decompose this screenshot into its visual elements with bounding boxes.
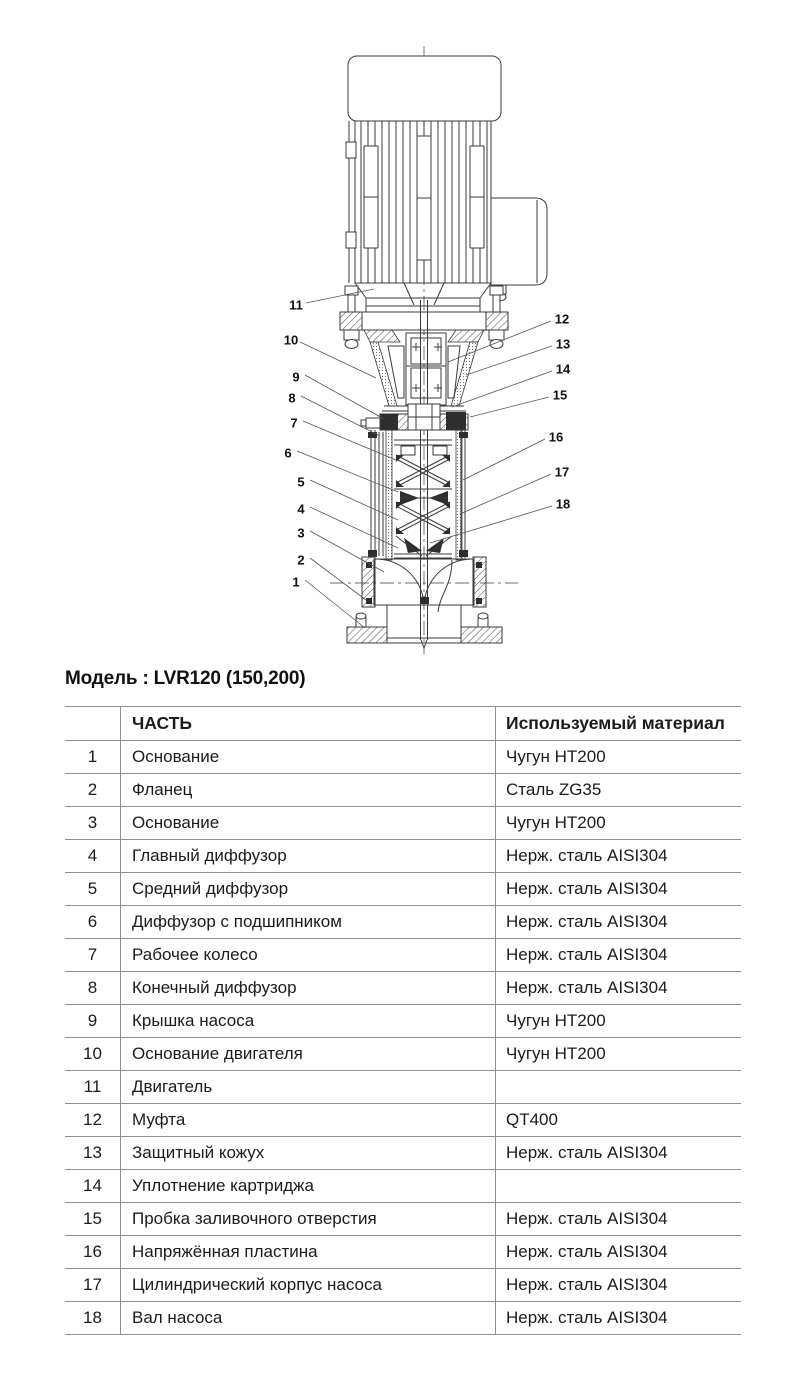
part-name: Крышка насоса: [120, 1005, 495, 1037]
terminal-box: [491, 198, 547, 301]
table-row: [65, 741, 741, 774]
leader-line-17: [460, 474, 551, 514]
row-number: 8: [87, 978, 98, 997]
table-row: [65, 1071, 741, 1104]
base-foot-left: [347, 627, 387, 643]
callout-label-5: 5: [297, 474, 305, 490]
table-row: [65, 1302, 741, 1335]
material-name: Чугун HT200: [495, 1038, 741, 1070]
leader-line-18: [430, 506, 552, 543]
row-number: 13: [83, 1143, 102, 1162]
table-header-row: [65, 707, 741, 741]
part-name: Диффузор с подшипником: [120, 906, 495, 938]
material-name: Нерж. сталь AISI304: [495, 873, 741, 905]
callout-label-17: 17: [554, 464, 570, 480]
part-name: Рабочее колесо: [120, 939, 495, 971]
part-name: Средний диффузор: [120, 873, 495, 905]
row-number: 2: [87, 780, 98, 799]
flange-plate: [340, 312, 508, 330]
callout-label-9: 9: [292, 369, 300, 385]
material-name: Нерж. сталь AISI304: [495, 1269, 741, 1301]
table-row: [65, 1038, 741, 1071]
material-name: Нерж. сталь AISI304: [495, 1302, 741, 1334]
model-title: Модель : LVR120 (150,200): [65, 668, 306, 689]
leader-line-15: [470, 397, 549, 417]
table-row: [65, 873, 741, 906]
callout-label-11: 11: [289, 297, 303, 313]
leader-line-10: [300, 342, 376, 378]
material-name: Сталь ZG35: [495, 774, 741, 806]
table-row: [65, 1203, 741, 1236]
leader-line-2: [310, 558, 366, 600]
callout-label-1: 1: [292, 574, 300, 590]
part-name: Конечный диффузор: [120, 972, 495, 1004]
material-name: Чугун HT200: [495, 741, 741, 773]
cylindrical-casing-left: [386, 430, 392, 560]
material-name: Нерж. сталь AISI304: [495, 840, 741, 872]
material-name: Нерж. сталь AISI304: [495, 1137, 741, 1169]
leader-line-11: [306, 289, 374, 303]
leader-line-9: [305, 375, 384, 419]
row-number: 11: [83, 1077, 102, 1096]
part-name: Пробка заливочного отверстия: [120, 1203, 495, 1235]
header-material: Используемый материал: [495, 707, 741, 740]
part-name: Основание: [120, 741, 495, 773]
motor-group: [346, 56, 547, 312]
callout-label-6: 6: [284, 445, 292, 461]
row-number: 17: [83, 1275, 102, 1294]
callout-label-4: 4: [297, 501, 305, 517]
part-name: Муфта: [120, 1104, 495, 1136]
material-name: QT400: [495, 1104, 741, 1136]
coupling-lower-half: [411, 368, 441, 398]
table-row: [65, 774, 741, 807]
table-row: [65, 807, 741, 840]
part-name: Уплотнение картриджа: [120, 1170, 495, 1202]
row-number: 10: [83, 1044, 102, 1063]
leader-line-13: [466, 346, 552, 375]
pump-section-diagram: [0, 0, 798, 665]
stage-stack-group: [368, 430, 468, 560]
material-name: Чугун HT200: [495, 1005, 741, 1037]
tie-rods: [368, 430, 468, 558]
drain-plug: [420, 597, 429, 604]
row-number: 15: [83, 1209, 102, 1228]
leader-line-4: [310, 507, 398, 548]
part-name: Цилиндрический корпус насоса: [120, 1269, 495, 1301]
header-number: [65, 707, 120, 740]
callout-label-13: 13: [555, 336, 571, 352]
part-name: Фланец: [120, 774, 495, 806]
row-number: 18: [83, 1308, 102, 1327]
callout-label-16: 16: [548, 429, 564, 445]
table-row: [65, 840, 741, 873]
material-name: Нерж. сталь AISI304: [495, 1203, 741, 1235]
part-name: Напряжённая пластина: [120, 1236, 495, 1268]
material-name: Чугун HT200: [495, 807, 741, 839]
row-number: 7: [87, 945, 98, 964]
leader-line-5: [310, 480, 398, 520]
table-row: [65, 1137, 741, 1170]
pump-head-group: [361, 404, 468, 430]
row-number: 12: [83, 1110, 102, 1129]
motor-skirt: [355, 283, 491, 312]
coupling-guard: [406, 333, 446, 405]
material-name: Нерж. сталь AISI304: [495, 939, 741, 971]
callout-label-12: 12: [554, 311, 570, 327]
table-row: [65, 1170, 741, 1203]
parts-table: [65, 706, 741, 1335]
impeller-stage-1: [396, 455, 450, 487]
callout-label-8: 8: [288, 390, 296, 406]
table-row: [65, 906, 741, 939]
row-number: 6: [87, 912, 98, 931]
row-number: 14: [83, 1176, 102, 1195]
base-group: [347, 605, 502, 648]
row-number: 3: [87, 813, 98, 832]
impeller-stage-2: [396, 502, 450, 534]
table-row: [65, 1005, 741, 1038]
material-name: [495, 1170, 741, 1202]
base-foot-right: [461, 627, 502, 643]
leader-line-8: [301, 396, 380, 436]
part-name: Основание двигателя: [120, 1038, 495, 1070]
leader-line-16: [463, 439, 545, 480]
header-part: ЧАСТЬ: [120, 707, 495, 740]
table-row: [65, 1269, 741, 1302]
table-row: [65, 1236, 741, 1269]
head-fitting-left: [366, 418, 380, 428]
callout-label-15: 15: [552, 387, 568, 403]
row-number: 4: [87, 846, 98, 865]
fan-cover: [348, 56, 501, 121]
row-number: 16: [83, 1242, 102, 1261]
part-name: Основание: [120, 807, 495, 839]
callout-label-14: 14: [555, 361, 571, 377]
leader-line-1: [305, 580, 365, 628]
table-row: [65, 939, 741, 972]
table-row: [65, 1104, 741, 1137]
part-name: Двигатель: [120, 1071, 495, 1103]
callout-label-7: 7: [290, 415, 298, 431]
callout-label-10: 10: [283, 332, 299, 348]
material-name: Нерж. сталь AISI304: [495, 906, 741, 938]
table-row: [65, 972, 741, 1005]
callout-label-3: 3: [297, 525, 305, 541]
part-name: Главный диффузор: [120, 840, 495, 872]
row-number: 5: [87, 879, 98, 898]
leader-lines: [297, 289, 552, 628]
row-number: 9: [87, 1011, 98, 1030]
part-name: Защитный кожух: [120, 1137, 495, 1169]
material-name: [495, 1071, 741, 1103]
row-number: 1: [87, 747, 98, 766]
part-name: Вал насоса: [120, 1302, 495, 1334]
material-name: Нерж. сталь AISI304: [495, 1236, 741, 1268]
callout-label-2: 2: [297, 552, 305, 568]
callout-label-18: 18: [555, 496, 571, 512]
material-name: Нерж. сталь AISI304: [495, 972, 741, 1004]
fill-plug: [446, 412, 466, 430]
